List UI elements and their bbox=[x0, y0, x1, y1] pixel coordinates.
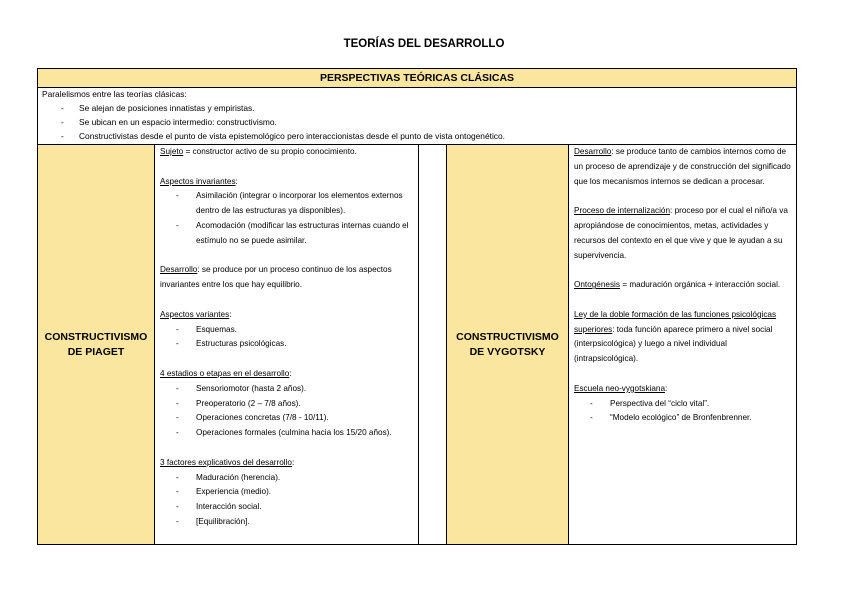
document-title: TEORÍAS DEL DESARROLLO bbox=[343, 38, 505, 50]
sujeto-text: = constructor activo de su propio conocimiento. bbox=[183, 147, 357, 156]
intro-dash: - bbox=[61, 103, 64, 113]
vygotsky-label: DE VYGOTSKY bbox=[469, 345, 546, 358]
list-item: - Sensoriomotor (hasta 2 años). bbox=[160, 382, 414, 397]
desarrollo-term: Desarrollo bbox=[160, 265, 198, 275]
estadios-list bbox=[160, 382, 414, 441]
factores-heading: 3 factores explicativos del desarrollo: bbox=[160, 457, 295, 467]
intro-lead: Paralelismos entre las teorías clásicas: bbox=[42, 89, 187, 99]
list-item: - Asimilación (integrar o incorporar los elementos externos dentro de las estructuras ya disponibles). bbox=[160, 189, 414, 219]
escuela-heading: Escuela neo-vygotskiana: bbox=[574, 383, 668, 393]
intro-item: Se alejan de posiciones innatistas y empiristas. bbox=[79, 103, 255, 113]
piaget-label: CONSTRUCTIVISMO bbox=[44, 330, 148, 343]
intro-dash: - bbox=[61, 131, 64, 141]
variantes-list bbox=[160, 323, 414, 353]
column-gap bbox=[419, 145, 447, 544]
invariantes-heading: Aspectos invariantes: bbox=[160, 176, 238, 186]
theories-table bbox=[37, 68, 797, 545]
intro-item: Se ubican en un espacio intermedio: constructivismo. bbox=[79, 117, 277, 127]
list-item: - Operaciones formales (culmina hacia los 15/20 años). bbox=[160, 426, 414, 441]
list-item: - Acomodación (modificar las estructuras internas cuando el estímulo no se puede asimilar. bbox=[160, 219, 414, 249]
desarrollo-paragraph bbox=[160, 263, 414, 293]
piaget-label-cell bbox=[38, 145, 155, 544]
vygotsky-content bbox=[569, 145, 796, 544]
intro-dash: - bbox=[61, 117, 64, 127]
intro-item: Constructivistas desde el punto de vista epistemológico pero interaccionistas desde el punto de vista ontogenético. bbox=[79, 131, 505, 141]
internalizacion-paragraph: Proceso de internalización: proceso por el cual el niño/a va apropiándose de conocimientos, metas, actividades y recursos del contexto en el que vive y que le ayudan a su supervivencia. bbox=[574, 206, 788, 260]
ley-paragraph: Ley de la doble formación de las funciones psicológicas superiores: toda función aparece primero a nivel social (interpsicológica) y luego a nivel individual (intrapsicológica). bbox=[574, 309, 777, 364]
list-item: - Operaciones concretas (7/8 - 10/11). bbox=[160, 411, 414, 426]
sujeto-term: Sujeto bbox=[160, 147, 184, 156]
list-item: - Estructuras psicológicas. bbox=[160, 337, 414, 352]
ontogenesis-paragraph: Ontogénesis = maduración orgánica + interacción social. bbox=[574, 280, 781, 290]
escuela-list bbox=[574, 397, 793, 427]
list-item: - Perspectiva del “ciclo vital”. bbox=[574, 397, 793, 412]
variantes-heading: Aspectos variantes: bbox=[160, 309, 232, 319]
factores-list bbox=[160, 471, 414, 530]
intro-section bbox=[38, 88, 796, 145]
sujeto-paragraph bbox=[160, 145, 414, 160]
vy-desarrollo-paragraph: Desarrollo: se produce tanto de cambios internos como de un proceso de aprendizaje y de construcción del significado que los mecanismos internos se dedican a procesar. bbox=[574, 147, 791, 186]
list-item: - Experiencia (medio). bbox=[160, 485, 414, 500]
list-item: - Preoperatorio (2 – 7/8 años). bbox=[160, 397, 414, 412]
list-item: - Maduración (herencia). bbox=[160, 471, 414, 486]
invariantes-list bbox=[160, 189, 414, 248]
piaget-label: DE PIAGET bbox=[67, 345, 125, 358]
vygotsky-label: CONSTRUCTIVISMO bbox=[456, 330, 559, 343]
estadios-heading: 4 estadios o etapas en el desarrollo: bbox=[160, 368, 292, 378]
table-header: PERSPECTIVAS TEÓRICAS CLÁSICAS bbox=[38, 69, 796, 88]
list-item: - “Modelo ecológico” de Bronfenbrenner. bbox=[574, 411, 793, 426]
vygotsky-label-cell bbox=[447, 145, 569, 544]
desarrollo-text: : se produce por un proceso continuo de los aspectos invariantes entre los que hay equilibrio. bbox=[160, 265, 392, 290]
list-item: - Interacción social. bbox=[160, 500, 414, 515]
list-item: - Esquemas. bbox=[160, 323, 414, 338]
list-item: - [Equilibración]. bbox=[160, 515, 414, 530]
piaget-content bbox=[155, 145, 419, 544]
